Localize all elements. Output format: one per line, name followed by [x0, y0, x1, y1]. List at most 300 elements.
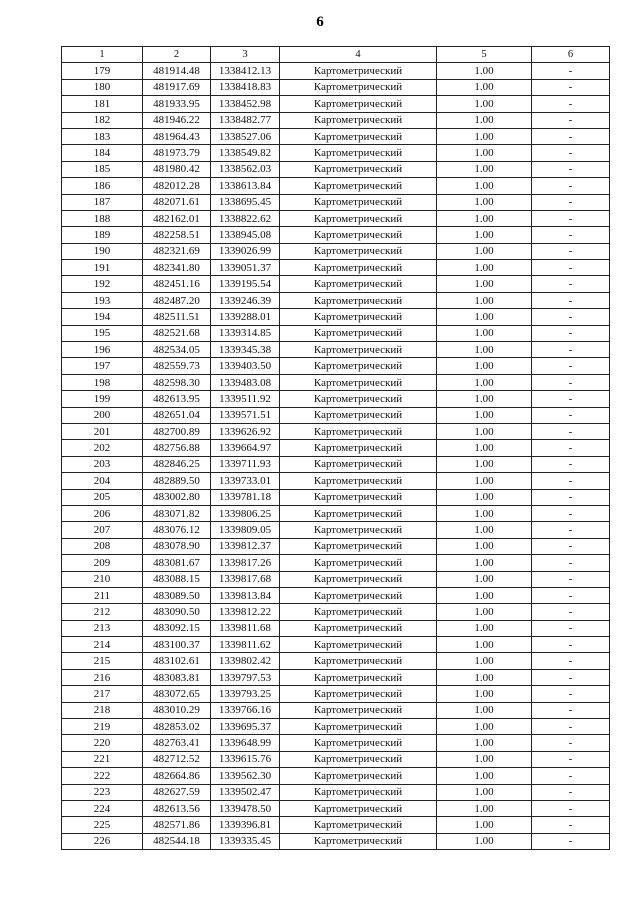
- table-cell: 483102.61: [143, 653, 211, 669]
- table-cell: 1339562.30: [211, 768, 280, 784]
- table-cell: 211: [62, 587, 143, 603]
- table-row: [62, 784, 610, 800]
- table-cell: 482487.20: [143, 292, 211, 308]
- table-row: [62, 227, 610, 243]
- table-row: [62, 473, 610, 489]
- table-cell: 1.00: [437, 571, 532, 587]
- table-cell: 1.00: [437, 194, 532, 210]
- table-cell: 1338562.03: [211, 161, 280, 177]
- table-cell: 1.00: [437, 292, 532, 308]
- table-cell: 482700.89: [143, 423, 211, 439]
- table-row: [62, 391, 610, 407]
- table-cell: Картометрический: [280, 243, 437, 259]
- table-cell: 1339026.99: [211, 243, 280, 259]
- table-cell: 1.00: [437, 620, 532, 636]
- table-cell: 482451.16: [143, 276, 211, 292]
- table-cell: 481964.43: [143, 128, 211, 144]
- table-cell: Картометрический: [280, 587, 437, 603]
- table-row: [62, 440, 610, 456]
- table-cell: 482756.88: [143, 440, 211, 456]
- table-cell: 223: [62, 784, 143, 800]
- table-cell: 200: [62, 407, 143, 423]
- table-row: [62, 145, 610, 161]
- table-cell: 483072.65: [143, 686, 211, 702]
- table-cell: -: [532, 505, 610, 521]
- table-cell: 1339797.53: [211, 669, 280, 685]
- table-cell: 190: [62, 243, 143, 259]
- table-cell: 212: [62, 604, 143, 620]
- table-cell: 482012.28: [143, 178, 211, 194]
- table-cell: Картометрический: [280, 784, 437, 800]
- table-cell: 1339711.93: [211, 456, 280, 472]
- table-cell: 1339345.38: [211, 342, 280, 358]
- table-cell: -: [532, 702, 610, 718]
- table-cell: 1.00: [437, 374, 532, 390]
- table-cell: 186: [62, 178, 143, 194]
- table-row: [62, 751, 610, 767]
- table-cell: 206: [62, 505, 143, 521]
- table-cell: 1339811.68: [211, 620, 280, 636]
- table-cell: -: [532, 161, 610, 177]
- table-cell: 1.00: [437, 145, 532, 161]
- table-cell: 1339812.37: [211, 538, 280, 554]
- table-cell: 1338822.62: [211, 210, 280, 226]
- table-cell: 219: [62, 719, 143, 735]
- table-cell: -: [532, 243, 610, 259]
- table-cell: 482712.52: [143, 751, 211, 767]
- table-cell: Картометрический: [280, 702, 437, 718]
- table-cell: 482521.68: [143, 325, 211, 341]
- table-cell: 1.00: [437, 112, 532, 128]
- table-cell: 1338418.83: [211, 79, 280, 95]
- table-cell: Картометрический: [280, 735, 437, 751]
- table-cell: 189: [62, 227, 143, 243]
- table-cell: Картометрический: [280, 505, 437, 521]
- table-row: [62, 587, 610, 603]
- table-cell: Картометрический: [280, 112, 437, 128]
- table-cell: 482544.18: [143, 833, 211, 849]
- table-cell: 1339811.62: [211, 637, 280, 653]
- table-cell: 191: [62, 260, 143, 276]
- table-cell: 194: [62, 309, 143, 325]
- table-row: [62, 719, 610, 735]
- table-cell: 185: [62, 161, 143, 177]
- table-cell: 482341.80: [143, 260, 211, 276]
- table-cell: 203: [62, 456, 143, 472]
- table-cell: 182: [62, 112, 143, 128]
- table-cell: Картометрический: [280, 178, 437, 194]
- table-cell: 1339813.84: [211, 587, 280, 603]
- table-cell: 482321.69: [143, 243, 211, 259]
- table-cell: 224: [62, 800, 143, 816]
- table-cell: 1.00: [437, 637, 532, 653]
- table-cell: 220: [62, 735, 143, 751]
- table-cell: 1339664.97: [211, 440, 280, 456]
- table-cell: 482559.73: [143, 358, 211, 374]
- table-cell: 1339817.68: [211, 571, 280, 587]
- table-cell: 483078.90: [143, 538, 211, 554]
- table-cell: Картометрический: [280, 473, 437, 489]
- table-cell: Картометрический: [280, 96, 437, 112]
- table-cell: Картометрический: [280, 686, 437, 702]
- table-cell: Картометрический: [280, 555, 437, 571]
- table-cell: -: [532, 686, 610, 702]
- table-cell: 482162.01: [143, 210, 211, 226]
- table-cell: 481946.22: [143, 112, 211, 128]
- table-cell: -: [532, 260, 610, 276]
- table-cell: 201: [62, 423, 143, 439]
- table-cell: 226: [62, 833, 143, 849]
- table-cell: Картометрический: [280, 833, 437, 849]
- table-cell: Картометрический: [280, 800, 437, 816]
- table-cell: 195: [62, 325, 143, 341]
- table-cell: -: [532, 653, 610, 669]
- table-row: [62, 423, 610, 439]
- table-cell: 1.00: [437, 456, 532, 472]
- table-cell: -: [532, 751, 610, 767]
- table-cell: 1339615.76: [211, 751, 280, 767]
- table-cell: -: [532, 489, 610, 505]
- table-cell: 1.00: [437, 751, 532, 767]
- table-row: [62, 210, 610, 226]
- table-cell: 1339648.99: [211, 735, 280, 751]
- table-cell: 209: [62, 555, 143, 571]
- table-cell: Картометрический: [280, 456, 437, 472]
- table-cell: Картометрический: [280, 489, 437, 505]
- table-cell: 1339571.51: [211, 407, 280, 423]
- table-cell: -: [532, 620, 610, 636]
- table-row: [62, 325, 610, 341]
- column-header: 5: [437, 47, 532, 63]
- table-cell: 222: [62, 768, 143, 784]
- table-cell: 1338695.45: [211, 194, 280, 210]
- column-header: 3: [211, 47, 280, 63]
- column-header: 6: [532, 47, 610, 63]
- table-cell: -: [532, 768, 610, 784]
- table-cell: 1.00: [437, 243, 532, 259]
- table-cell: 1.00: [437, 604, 532, 620]
- table-cell: 207: [62, 522, 143, 538]
- table-cell: 205: [62, 489, 143, 505]
- table-cell: 1339806.25: [211, 505, 280, 521]
- table-cell: 1.00: [437, 128, 532, 144]
- table-cell: 1.00: [437, 309, 532, 325]
- table-cell: 1338482.77: [211, 112, 280, 128]
- table-cell: 1.00: [437, 325, 532, 341]
- table-cell: -: [532, 817, 610, 833]
- table-cell: Картометрический: [280, 63, 437, 79]
- table-row: [62, 79, 610, 95]
- table-cell: 216: [62, 669, 143, 685]
- table-row: [62, 505, 610, 521]
- table-cell: -: [532, 342, 610, 358]
- coordinates-table: [61, 46, 610, 850]
- table-row: [62, 637, 610, 653]
- table-cell: -: [532, 128, 610, 144]
- table-cell: 481980.42: [143, 161, 211, 177]
- table-cell: 1339802.42: [211, 653, 280, 669]
- table-cell: 1339483.08: [211, 374, 280, 390]
- table-cell: 1.00: [437, 227, 532, 243]
- table-row: [62, 653, 610, 669]
- table-cell: 481933.95: [143, 96, 211, 112]
- table-cell: -: [532, 194, 610, 210]
- table-cell: 1.00: [437, 407, 532, 423]
- table-row: [62, 309, 610, 325]
- table-cell: 1339793.25: [211, 686, 280, 702]
- table-row: [62, 112, 610, 128]
- table-cell: 1.00: [437, 178, 532, 194]
- table-row: [62, 342, 610, 358]
- table-cell: 1339051.37: [211, 260, 280, 276]
- table-cell: 1.00: [437, 342, 532, 358]
- table-cell: 196: [62, 342, 143, 358]
- table-cell: 218: [62, 702, 143, 718]
- table-cell: 1339335.45: [211, 833, 280, 849]
- table-cell: 1338945.08: [211, 227, 280, 243]
- table-row: [62, 128, 610, 144]
- table-cell: 481973.79: [143, 145, 211, 161]
- table-row: [62, 604, 610, 620]
- table-cell: 184: [62, 145, 143, 161]
- table-cell: Картометрический: [280, 653, 437, 669]
- table-cell: 481917.69: [143, 79, 211, 95]
- page-number: 6: [316, 14, 324, 30]
- table-cell: 204: [62, 473, 143, 489]
- table-cell: 1339626.92: [211, 423, 280, 439]
- table-cell: -: [532, 309, 610, 325]
- table-cell: -: [532, 719, 610, 735]
- table-row: [62, 735, 610, 751]
- table-cell: 483089.50: [143, 587, 211, 603]
- table-cell: -: [532, 325, 610, 341]
- column-header: 4: [280, 47, 437, 63]
- table-row: [62, 571, 610, 587]
- table-cell: -: [532, 178, 610, 194]
- table-row: [62, 292, 610, 308]
- table-cell: Картометрический: [280, 161, 437, 177]
- table-cell: 1.00: [437, 63, 532, 79]
- table-cell: 193: [62, 292, 143, 308]
- table-cell: 1339766.16: [211, 702, 280, 718]
- table-cell: Картометрический: [280, 309, 437, 325]
- table-cell: -: [532, 784, 610, 800]
- table-cell: 1.00: [437, 735, 532, 751]
- table-cell: 183: [62, 128, 143, 144]
- table-cell: Картометрический: [280, 210, 437, 226]
- table-cell: 1.00: [437, 653, 532, 669]
- table-cell: Картометрический: [280, 292, 437, 308]
- table-cell: 483076.12: [143, 522, 211, 538]
- table-cell: -: [532, 210, 610, 226]
- table-cell: 1339817.26: [211, 555, 280, 571]
- table-cell: 1.00: [437, 686, 532, 702]
- table-cell: 1.00: [437, 784, 532, 800]
- table-cell: -: [532, 358, 610, 374]
- table-cell: -: [532, 669, 610, 685]
- table-cell: -: [532, 522, 610, 538]
- table-cell: -: [532, 407, 610, 423]
- table-cell: Картометрический: [280, 358, 437, 374]
- table-cell: -: [532, 473, 610, 489]
- table-cell: 1.00: [437, 473, 532, 489]
- table-cell: 221: [62, 751, 143, 767]
- table-cell: 482613.56: [143, 800, 211, 816]
- table-cell: Картометрический: [280, 79, 437, 95]
- table-cell: 1.00: [437, 161, 532, 177]
- table-cell: 482853.02: [143, 719, 211, 735]
- table-cell: -: [532, 538, 610, 554]
- table-cell: Картометрический: [280, 817, 437, 833]
- table-cell: Картометрический: [280, 669, 437, 685]
- table-row: [62, 669, 610, 685]
- table-cell: 482651.04: [143, 407, 211, 423]
- table-cell: 214: [62, 637, 143, 653]
- table-cell: 1.00: [437, 276, 532, 292]
- table-cell: -: [532, 292, 610, 308]
- table-cell: Картометрический: [280, 407, 437, 423]
- table-cell: 482534.05: [143, 342, 211, 358]
- table-cell: -: [532, 391, 610, 407]
- table-row: [62, 456, 610, 472]
- table-cell: Картометрический: [280, 538, 437, 554]
- table-cell: -: [532, 112, 610, 128]
- table-cell: 1339314.85: [211, 325, 280, 341]
- table-cell: -: [532, 227, 610, 243]
- table-cell: 1338527.06: [211, 128, 280, 144]
- table-cell: Картометрический: [280, 374, 437, 390]
- table-cell: 1.00: [437, 555, 532, 571]
- table-cell: 1.00: [437, 260, 532, 276]
- table-cell: Картометрический: [280, 145, 437, 161]
- table-cell: -: [532, 423, 610, 439]
- table-row: [62, 768, 610, 784]
- table-cell: 483083.81: [143, 669, 211, 685]
- table-cell: 483002.80: [143, 489, 211, 505]
- table-cell: 1339511.92: [211, 391, 280, 407]
- table-cell: 192: [62, 276, 143, 292]
- table-cell: 482627.59: [143, 784, 211, 800]
- table-cell: -: [532, 555, 610, 571]
- table-row: [62, 96, 610, 112]
- table-cell: 1338412.13: [211, 63, 280, 79]
- table-cell: 483010.29: [143, 702, 211, 718]
- table-row: [62, 522, 610, 538]
- table-cell: Картометрический: [280, 128, 437, 144]
- table-row: [62, 374, 610, 390]
- table-cell: -: [532, 587, 610, 603]
- table-cell: 482889.50: [143, 473, 211, 489]
- table-cell: 1.00: [437, 79, 532, 95]
- table-cell: 180: [62, 79, 143, 95]
- table-cell: -: [532, 276, 610, 292]
- table-cell: 1.00: [437, 768, 532, 784]
- table-cell: -: [532, 833, 610, 849]
- table-row: [62, 276, 610, 292]
- table-cell: -: [532, 800, 610, 816]
- table-cell: Картометрический: [280, 719, 437, 735]
- table-cell: -: [532, 735, 610, 751]
- table-cell: Картометрический: [280, 768, 437, 784]
- table-cell: 482571.86: [143, 817, 211, 833]
- table-cell: 482071.61: [143, 194, 211, 210]
- table-cell: 483100.37: [143, 637, 211, 653]
- table-cell: 1339809.05: [211, 522, 280, 538]
- table-row: [62, 260, 610, 276]
- table-cell: 483081.67: [143, 555, 211, 571]
- table-cell: -: [532, 571, 610, 587]
- column-header: 1: [62, 47, 143, 63]
- table-cell: 188: [62, 210, 143, 226]
- table-row: [62, 489, 610, 505]
- table-cell: 483092.15: [143, 620, 211, 636]
- table-cell: Картометрический: [280, 342, 437, 358]
- table-cell: 1339403.50: [211, 358, 280, 374]
- table-cell: 181: [62, 96, 143, 112]
- table-cell: 225: [62, 817, 143, 833]
- table-cell: 481914.48: [143, 63, 211, 79]
- table-cell: Картометрический: [280, 423, 437, 439]
- table-cell: 482846.25: [143, 456, 211, 472]
- table-cell: Картометрический: [280, 751, 437, 767]
- table-cell: 199: [62, 391, 143, 407]
- table-cell: 187: [62, 194, 143, 210]
- table-row: [62, 833, 610, 849]
- table-row: [62, 817, 610, 833]
- table-cell: 483088.15: [143, 571, 211, 587]
- table-cell: 1.00: [437, 423, 532, 439]
- table-cell: 1.00: [437, 817, 532, 833]
- table-row: [62, 243, 610, 259]
- table-row: [62, 620, 610, 636]
- table-body: [62, 63, 610, 850]
- table-cell: -: [532, 145, 610, 161]
- table-cell: 1.00: [437, 833, 532, 849]
- column-header: 2: [143, 47, 211, 63]
- table-cell: 482664.86: [143, 768, 211, 784]
- table-cell: 208: [62, 538, 143, 554]
- table-cell: 213: [62, 620, 143, 636]
- table-cell: 1.00: [437, 391, 532, 407]
- table-cell: -: [532, 79, 610, 95]
- table-cell: 1339502.47: [211, 784, 280, 800]
- table-cell: Картометрический: [280, 227, 437, 243]
- table-cell: 179: [62, 63, 143, 79]
- table-row: [62, 686, 610, 702]
- table-row: [62, 194, 610, 210]
- table-cell: 1338549.82: [211, 145, 280, 161]
- table-cell: 482763.41: [143, 735, 211, 751]
- table-row: [62, 161, 610, 177]
- table-cell: 482598.30: [143, 374, 211, 390]
- table-cell: 197: [62, 358, 143, 374]
- table-cell: 198: [62, 374, 143, 390]
- table-cell: 1339781.18: [211, 489, 280, 505]
- table-cell: -: [532, 63, 610, 79]
- table-row: [62, 800, 610, 816]
- table-row: [62, 358, 610, 374]
- table-cell: 1.00: [437, 522, 532, 538]
- table-cell: 210: [62, 571, 143, 587]
- table-cell: 1338452.98: [211, 96, 280, 112]
- table-header-row: [62, 47, 610, 63]
- table-row: [62, 538, 610, 554]
- table-row: [62, 178, 610, 194]
- table-cell: 483090.50: [143, 604, 211, 620]
- table-cell: 1.00: [437, 800, 532, 816]
- table-cell: 482511.51: [143, 309, 211, 325]
- table-cell: Картометрический: [280, 637, 437, 653]
